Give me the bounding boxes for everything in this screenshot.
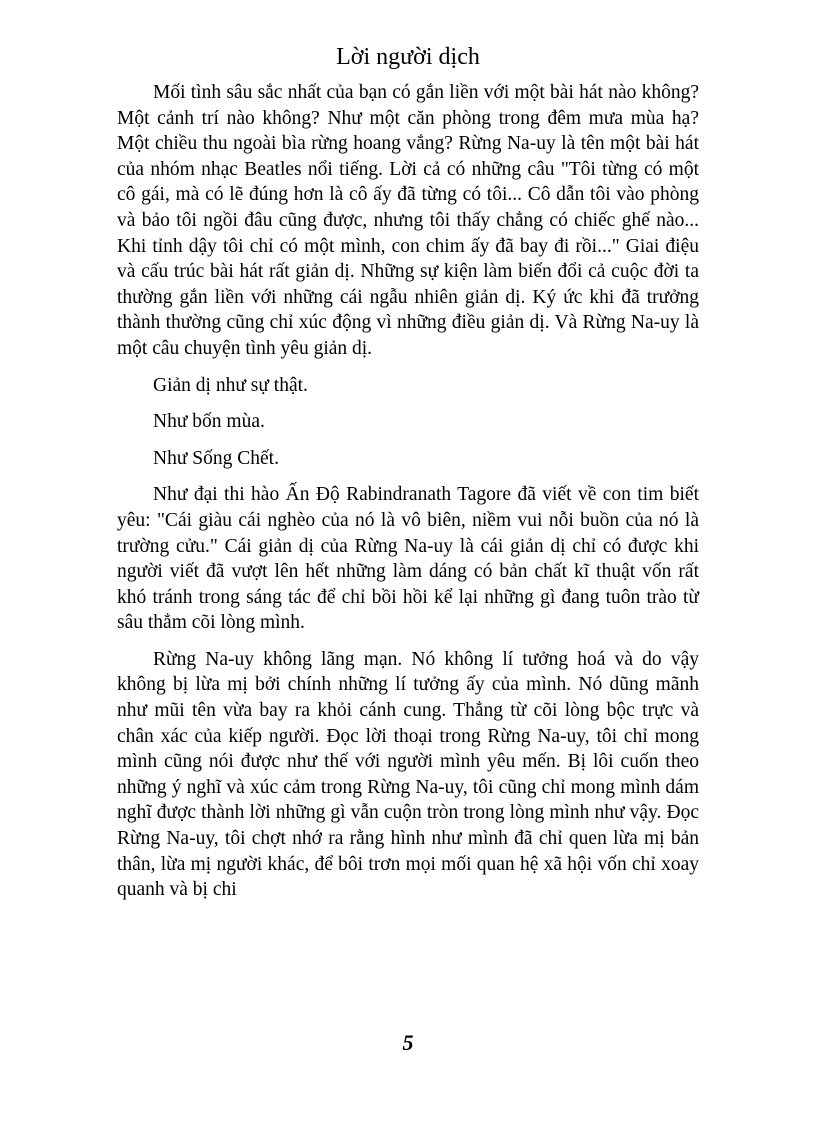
paragraph-four-seasons: Như bốn mùa. — [153, 411, 265, 433]
page-title: Lời người dịch — [336, 44, 480, 70]
paragraph-not-romantic: Rừng Na-uy không lãng mạn. Nó không lí tưởng hoá và do vậy không bị lừa mị bởi chính những lí tưởng ấy của mình. Nó dũng mãnh như mũi tên vừa bay ra khỏi cánh cung. Thẳng từ cõi lòng bộc trực và chân xác của kiếp người. Đọc lời thoại trong Rừng Na-uy, tôi chỉ mong mình cũng nói được như thế với người mình yêu mến. Bị lôi cuốn theo những ý nghĩ và xúc cảm trong Rừng Na-uy, tôi cũng chỉ mong mình dám nghĩ được thành lời những gì vẫn cuộn tròn trong lòng mình như vậy. Đọc Rừng Na-uy, tôi chợt nhớ ra rằng hình như mình đã chỉ quen lừa mị bản thân, lừa mị người khác, để bôi trơn mọi mối quan hệ xã hội vốn chỉ xoay quanh và bị chi — [117, 648, 699, 901]
document-page — [117, 40, 699, 914]
paragraph-intro: Mối tình sâu sắc nhất của bạn có gắn liền với một bài hát nào không? Một cảnh trí nào không? Như một căn phòng trong đêm mưa mùa hạ? Một chiều thu ngoài bìa rừng hoang vắng? Rừng Na-uy là tên một bài hát của nhóm nhạc Beatles nổi tiếng. Lời cả có những câu "Tôi từng có một cô gái, mà có lẽ đúng hơn là cô ấy đã từng có tôi... Cô dẫn tôi vào phòng và bảo tôi ngồi đâu cũng được, nhưng tôi thấy chẳng có chiếc ghế nào... Khi tỉnh dậy tôi chỉ có một mình, con chim ấy đã bay đi rồi..." Giai điệu và cấu trúc bài hát rất giản dị. Những sự kiện làm biến đổi cả cuộc đời ta thường gắn liền với những cái ngẫu nhiên giản dị. Ký ức khi đã trưởng thành thường cũng chỉ xúc động vì những điều giản dị. Và Rừng Na-uy là một câu chuyện tình yêu giản dị. — [117, 82, 699, 359]
paragraph-tagore: Như đại thi hào Ấn Độ Rabindranath Tagore đã viết về con tim biết yêu: "Cái giàu cái nghèo của nó là vô biên, niềm vui nỗi buồn của nó là trường cửu." Cái giản dị của Rừng Na-uy là cái giản dị chỉ có được khi người viết đã vượt lên hết những làm dáng có bản chất kĩ thuật vốn rất khó tránh trong sáng tác để chỉ bồi hồi kể lại những gì đang tuôn trào từ sâu thẳm cõi lòng mình. — [117, 484, 699, 634]
page-number: 5 — [402, 1030, 414, 1055]
paragraph-life-death: Như Sống Chết. — [153, 447, 279, 469]
paragraph-simple-as-truth: Giản dị như sự thật. — [153, 374, 308, 396]
